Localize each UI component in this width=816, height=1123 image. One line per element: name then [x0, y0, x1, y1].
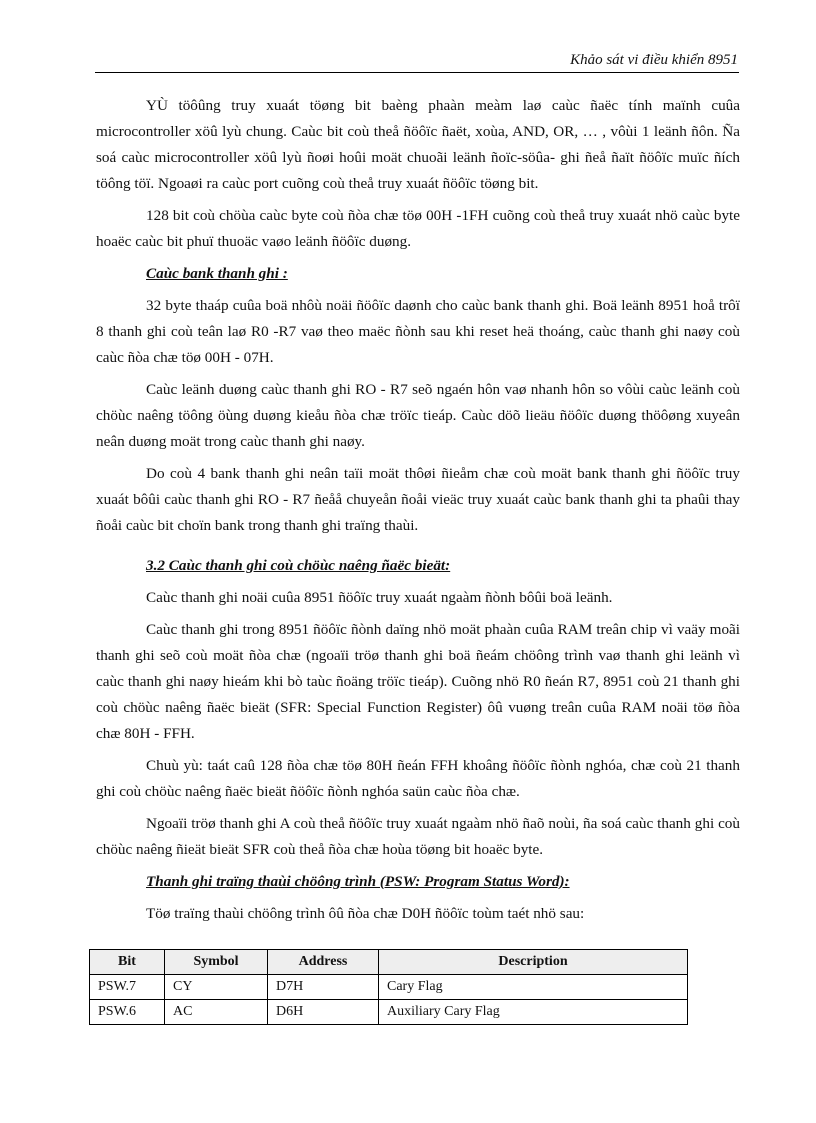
document-body — [96, 93, 740, 933]
paragraph-note: Chuù yù: taát caû 128 ñòa chæ töø 80H ñeán FFH khoâng ñöôïc ñònh nghóa, chæ coù 21 thanh ghi coù chöùc naêng ñaëc bieät ñöôïc ñònh nghóa saün caùc ñòa chæ. — [96, 757, 740, 800]
paragraph-internal-registers: Caùc thanh ghi noäi cuûa 8951 ñöôïc truy xuaát ngaàm ñònh bôûi boä leänh. — [146, 589, 613, 606]
page-header-title: Khảo sát vi điều khiển 8951 — [570, 52, 738, 68]
table-row — [90, 975, 688, 1000]
heading-register-banks: Caùc bank thanh ghi : — [146, 265, 288, 282]
col-header-bit: Bit — [90, 950, 165, 975]
paragraph-32-byte: 32 byte thaáp cuûa boä nhôù noäi ñöôïc daønh cho caùc bank thanh ghi. Boä leänh 8951 hoå trôï 8 thanh ghi coù teân laø R0 -R7 vaø theo maëc ñònh sau khi reset heä thoáng, caùc thanh ghi naøy coù caùc ñòa chæ töø 00H - 07H. — [96, 297, 740, 366]
paragraph-bit-access: YÙ töôûng truy xuaát töøng bit baèng phaàn meàm laø caùc ñaëc tính maïnh cuûa microcontroller xöû lyù chung. Caùc bit coù theå ñöôïc ñaët, xoùa, AND, OR, … , vôùi 1 leänh ñôn. Ña soá caùc microcontroller xöû lyù ñoøi hoûi moät chuoãi leänh ñoïc-söûa- ghi ñeå ñaït ñöôïc muïc ñích töông töï. Ngoaøi ra caùc port cuõng coù theå truy xuaát ñöôïc töøng bit. — [96, 97, 740, 192]
col-header-description: Description — [379, 950, 688, 975]
cell-address: D6H — [268, 1000, 379, 1025]
col-header-address: Address — [268, 950, 379, 975]
cell-bit: PSW.6 — [90, 1000, 165, 1025]
cell-symbol: CY — [165, 975, 268, 1000]
paragraph-4-banks: Do coù 4 bank thanh ghi neân taïi moät thôøi ñieåm chæ coù moät bank thanh ghi ñöôïc truy xuaát bôûi caùc thanh ghi RO - R7 ñeåå chuyeån ñoåi vieäc truy xuaát caùc bank thanh ghi ta phaûi thay ñoåi caùc bit choïn bank trong thanh ghi traïng thaùi. — [96, 465, 740, 534]
paragraph-psw-intro: Töø traïng thaùi chöông trình ôû ñòa chæ D0H ñöôïc toùm taét nhö sau: — [146, 905, 585, 922]
paragraph-128-bit: 128 bit coù chöùa caùc byte coù ñòa chæ töø 00H -1FH cuõng coù theå truy xuaát nhö caùc byte hoaëc caùc bit phuï thuoäc vaøo leänh ñöôïc duøng. — [96, 207, 740, 250]
table-row — [90, 1000, 688, 1025]
col-header-symbol: Symbol — [165, 950, 268, 975]
cell-symbol: AC — [165, 1000, 268, 1025]
cell-bit: PSW.7 — [90, 975, 165, 1000]
heading-sfr: 3.2 Caùc thanh ghi coù chöùc naêng ñaëc bieät: — [146, 557, 451, 574]
paragraph-r0-r7: Caùc leänh duøng caùc thanh ghi RO - R7 seõ ngaén hôn vaø nhanh hôn so vôùi caùc leänh coù chöùc naêng töông öùng duøng kieåu ñòa chæ tröïc tieáp. Caùc döõ lieäu ñöôïc duøng thöôøng xuyeân neân duøng moät trong caùc thanh ghi naøy. — [96, 381, 740, 450]
table-header-row — [90, 950, 688, 975]
cell-address: D7H — [268, 975, 379, 1000]
cell-description: Auxiliary Cary Flag — [379, 1000, 688, 1025]
paragraph-register-a: Ngoaïi tröø thanh ghi A coù theå ñöôïc truy xuaát ngaàm nhö ñaõ noùi, ña soá caùc thanh ghi coù chöùc naêng ñieät bieät SFR coù theå ñòa chæ hoùa töøng bit hoaëc byte. — [96, 815, 740, 858]
cell-description: Cary Flag — [379, 975, 688, 1000]
psw-table — [89, 949, 688, 1025]
heading-psw: Thanh ghi traïng thaùi chöông trình (PSW: Program Status Word): — [146, 873, 570, 890]
header-divider — [95, 72, 739, 73]
paragraph-register-ram: Caùc thanh ghi trong 8951 ñöôïc ñònh daïng nhö moät phaàn cuûa RAM treân chip vì vaäy moãi thanh ghi seõ coù moät ñòa chæ (ngoaïi tröø thanh ghi boä ñeám chöông trình vaø thanh ghi leänh vì caùc thanh ghi naøy hieám khi bò taùc ñoäng tröïc tieáp). Cuõng nhö R0 ñeán R7, 8951 coù 21 thanh ghi coù chöùc naêng ñaëc bieät (SFR: Special Function Register) ôû vuøng treân cuûa RAM noäi töø ñòa chæ 80H - FFH. — [96, 621, 740, 742]
